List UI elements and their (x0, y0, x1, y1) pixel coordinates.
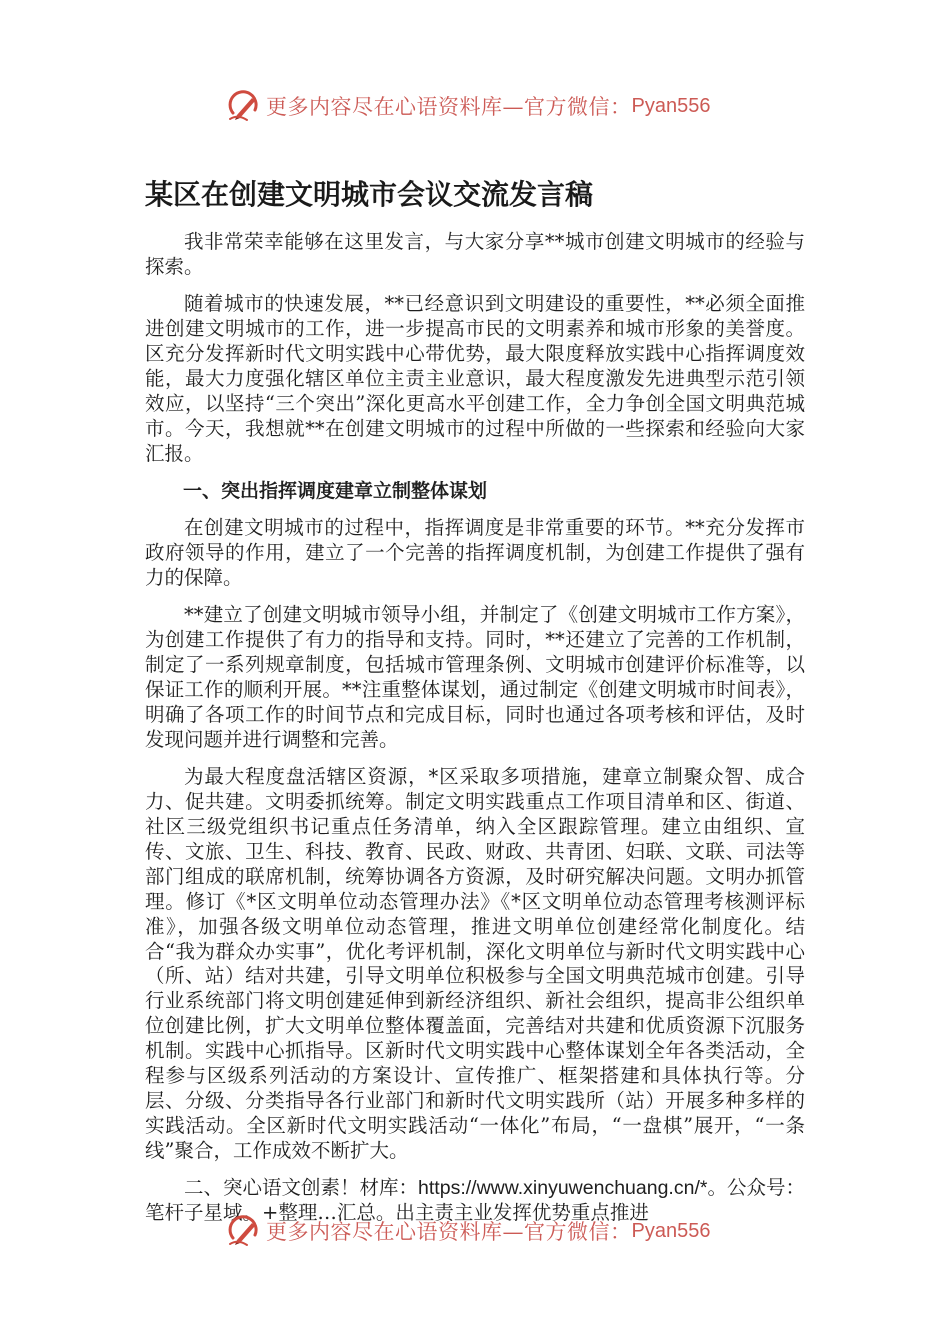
paragraph-intro-2: 随着城市的快速发展，**已经意识到文明建设的重要性，**必须全面推进创建文明城市的工作，进一步提高市民的文明素养和城市形象的美誉度。区充分发挥新时代文明实践中心带优势，最大限度释放实践中心指挥调度效能，最大力度强化辖区单位主责主业意识，最大程度激发先进典型示范引领效应，以坚持“三个突出”深化更高水平创建工作，全力争创全国文明典范城市。今天，我想就**在创建文明城市的过程中所做的一些探索和经验向大家汇报。 (145, 292, 805, 465)
section-2-suffix: 。公众号：笔杆子星域。+整理…汇总。出主责主业发挥优势重点推进 (145, 1176, 805, 1225)
section-1-heading: 一、突出指挥调度建章立制整体谋划 (183, 480, 488, 503)
watermark-text: 更多内容尽在心语资料库—官方微信： (266, 1220, 632, 1244)
pen-logo-icon (227, 1214, 261, 1248)
watermark-text: 更多内容尽在心语资料库—官方微信： (266, 95, 632, 119)
section-1-paragraph-1: 在创建文明城市的过程中，指挥调度是非常重要的环节。**充分发挥市政府领导的作用，建立了一个完善的指挥调度机制，为创建工作提供了强有力的保障。 (145, 516, 805, 589)
footer-watermark (227, 1214, 710, 1248)
section-2-prefix: 二、突心语文创素！材库： (184, 1176, 419, 1200)
watermark-wechat-id: Pyan556 (631, 1219, 711, 1242)
pen-logo-icon (227, 89, 261, 123)
paragraph-intro-1: 我非常荣幸能够在这里发言，与大家分享**城市创建文明城市的经验与探索。 (145, 230, 805, 278)
document-title: 某区在创建文明城市会议交流发言稿 (145, 178, 594, 211)
section-1-paragraph-3: 为最大程度盘活辖区资源，*区采取多项措施，建章立制聚众智、成合力、促共建。文明委抓统筹。制定文明实践重点工作项目清单和区、街道、社区三级党组织书记重点任务清单，纳入全区跟踪管理。建立由组织、宣传、文旅、卫生、科技、教育、民政、财政、共青团、妇联、文联、司法等部门组成的联席机制，统筹协调各方资源，及时研究解决问题。文明办抓管理。修订《*区文明单位动态管理办法》《*区文明单位动态管理考核测评标准》，加强各级文明单位动态管理，推进文明单位创建经常化制度化。结合“我为群众办实事”，优化考评机制，深化文明单位与新时代文明实践中心（所、站）结对共建，引导文明单位积极参与全国文明典范城市创建。引导行业系统部门将文明创建延伸到新经济组织、新社会组织，提高非公组织单位创建比例，扩大文明单位整体覆盖面，完善结对共建和优质资源下沉服务机制。实践中心抓指导。区新时代文明实践中心整体谋划全年各类活动，全程参与区级系列活动的方案设计、宣传推广、框架搭建和具体执行等。分层、分级、分类指导各行业部门和新时代文明实践所（站）开展多种多样的实践活动。全区新时代文明实践活动“一体化”布局，“一盘棋”展开，“一条线”聚合，工作成效不断扩大。 (145, 765, 805, 1162)
section-2-url-text: https://www.xinyuwenchuang.cn/* (418, 1177, 708, 1200)
document-body (145, 178, 805, 1239)
header-watermark (227, 89, 710, 123)
section-1-paragraph-2: **建立了创建文明城市领导小组，并制定了《创建文明城市工作方案》，为创建工作提供了有力的指导和支持。同时，**还建立了完善的工作机制，制定了一系列规章制度，包括城市管理条例、文明城市创建评价标准等，以保证工作的顺利开展。**注重整体谋划，通过制定《创建文明城市时间表》，明确了各项工作的时间节点和完成目标，同时也通过各项考核和评估，及时发现问题并进行调整和完善。 (145, 603, 805, 751)
watermark-wechat-id: Pyan556 (631, 94, 711, 117)
